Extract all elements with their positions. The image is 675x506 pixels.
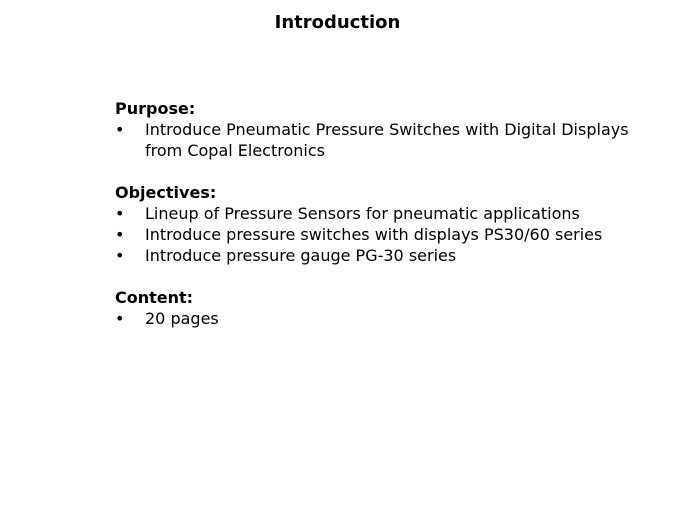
bullet-icon: • bbox=[115, 246, 125, 265]
list-item bbox=[115, 203, 635, 224]
objectives-list bbox=[115, 203, 635, 266]
content-list bbox=[115, 308, 635, 329]
bullet-icon: • bbox=[115, 120, 125, 139]
page-title: Introduction bbox=[274, 12, 401, 33]
list-item bbox=[115, 308, 635, 329]
section-purpose bbox=[115, 98, 635, 161]
slide-body bbox=[115, 98, 635, 350]
section-content bbox=[115, 287, 635, 329]
section-heading-objectives: Objectives: bbox=[115, 183, 217, 202]
list-item-text: 20 pages bbox=[145, 309, 219, 328]
bullet-icon: • bbox=[115, 225, 125, 244]
list-item bbox=[115, 224, 635, 245]
bullet-icon: • bbox=[115, 204, 125, 223]
section-heading-content: Content: bbox=[115, 288, 194, 307]
list-item-text: Introduce pressure switches with displays PS30/60 series bbox=[145, 225, 603, 244]
list-item-text: Introduce pressure gauge PG-30 series bbox=[145, 246, 457, 265]
list-item bbox=[115, 119, 635, 161]
list-item bbox=[115, 245, 635, 266]
list-item-text: Lineup of Pressure Sensors for pneumatic applications bbox=[145, 204, 580, 223]
list-item-text: Introduce Pneumatic Pressure Switches with Digital Displays from Copal Electronics bbox=[145, 120, 629, 160]
section-objectives bbox=[115, 182, 635, 266]
purpose-list bbox=[115, 119, 635, 161]
section-heading-purpose: Purpose: bbox=[115, 99, 196, 118]
bullet-icon: • bbox=[115, 309, 125, 328]
